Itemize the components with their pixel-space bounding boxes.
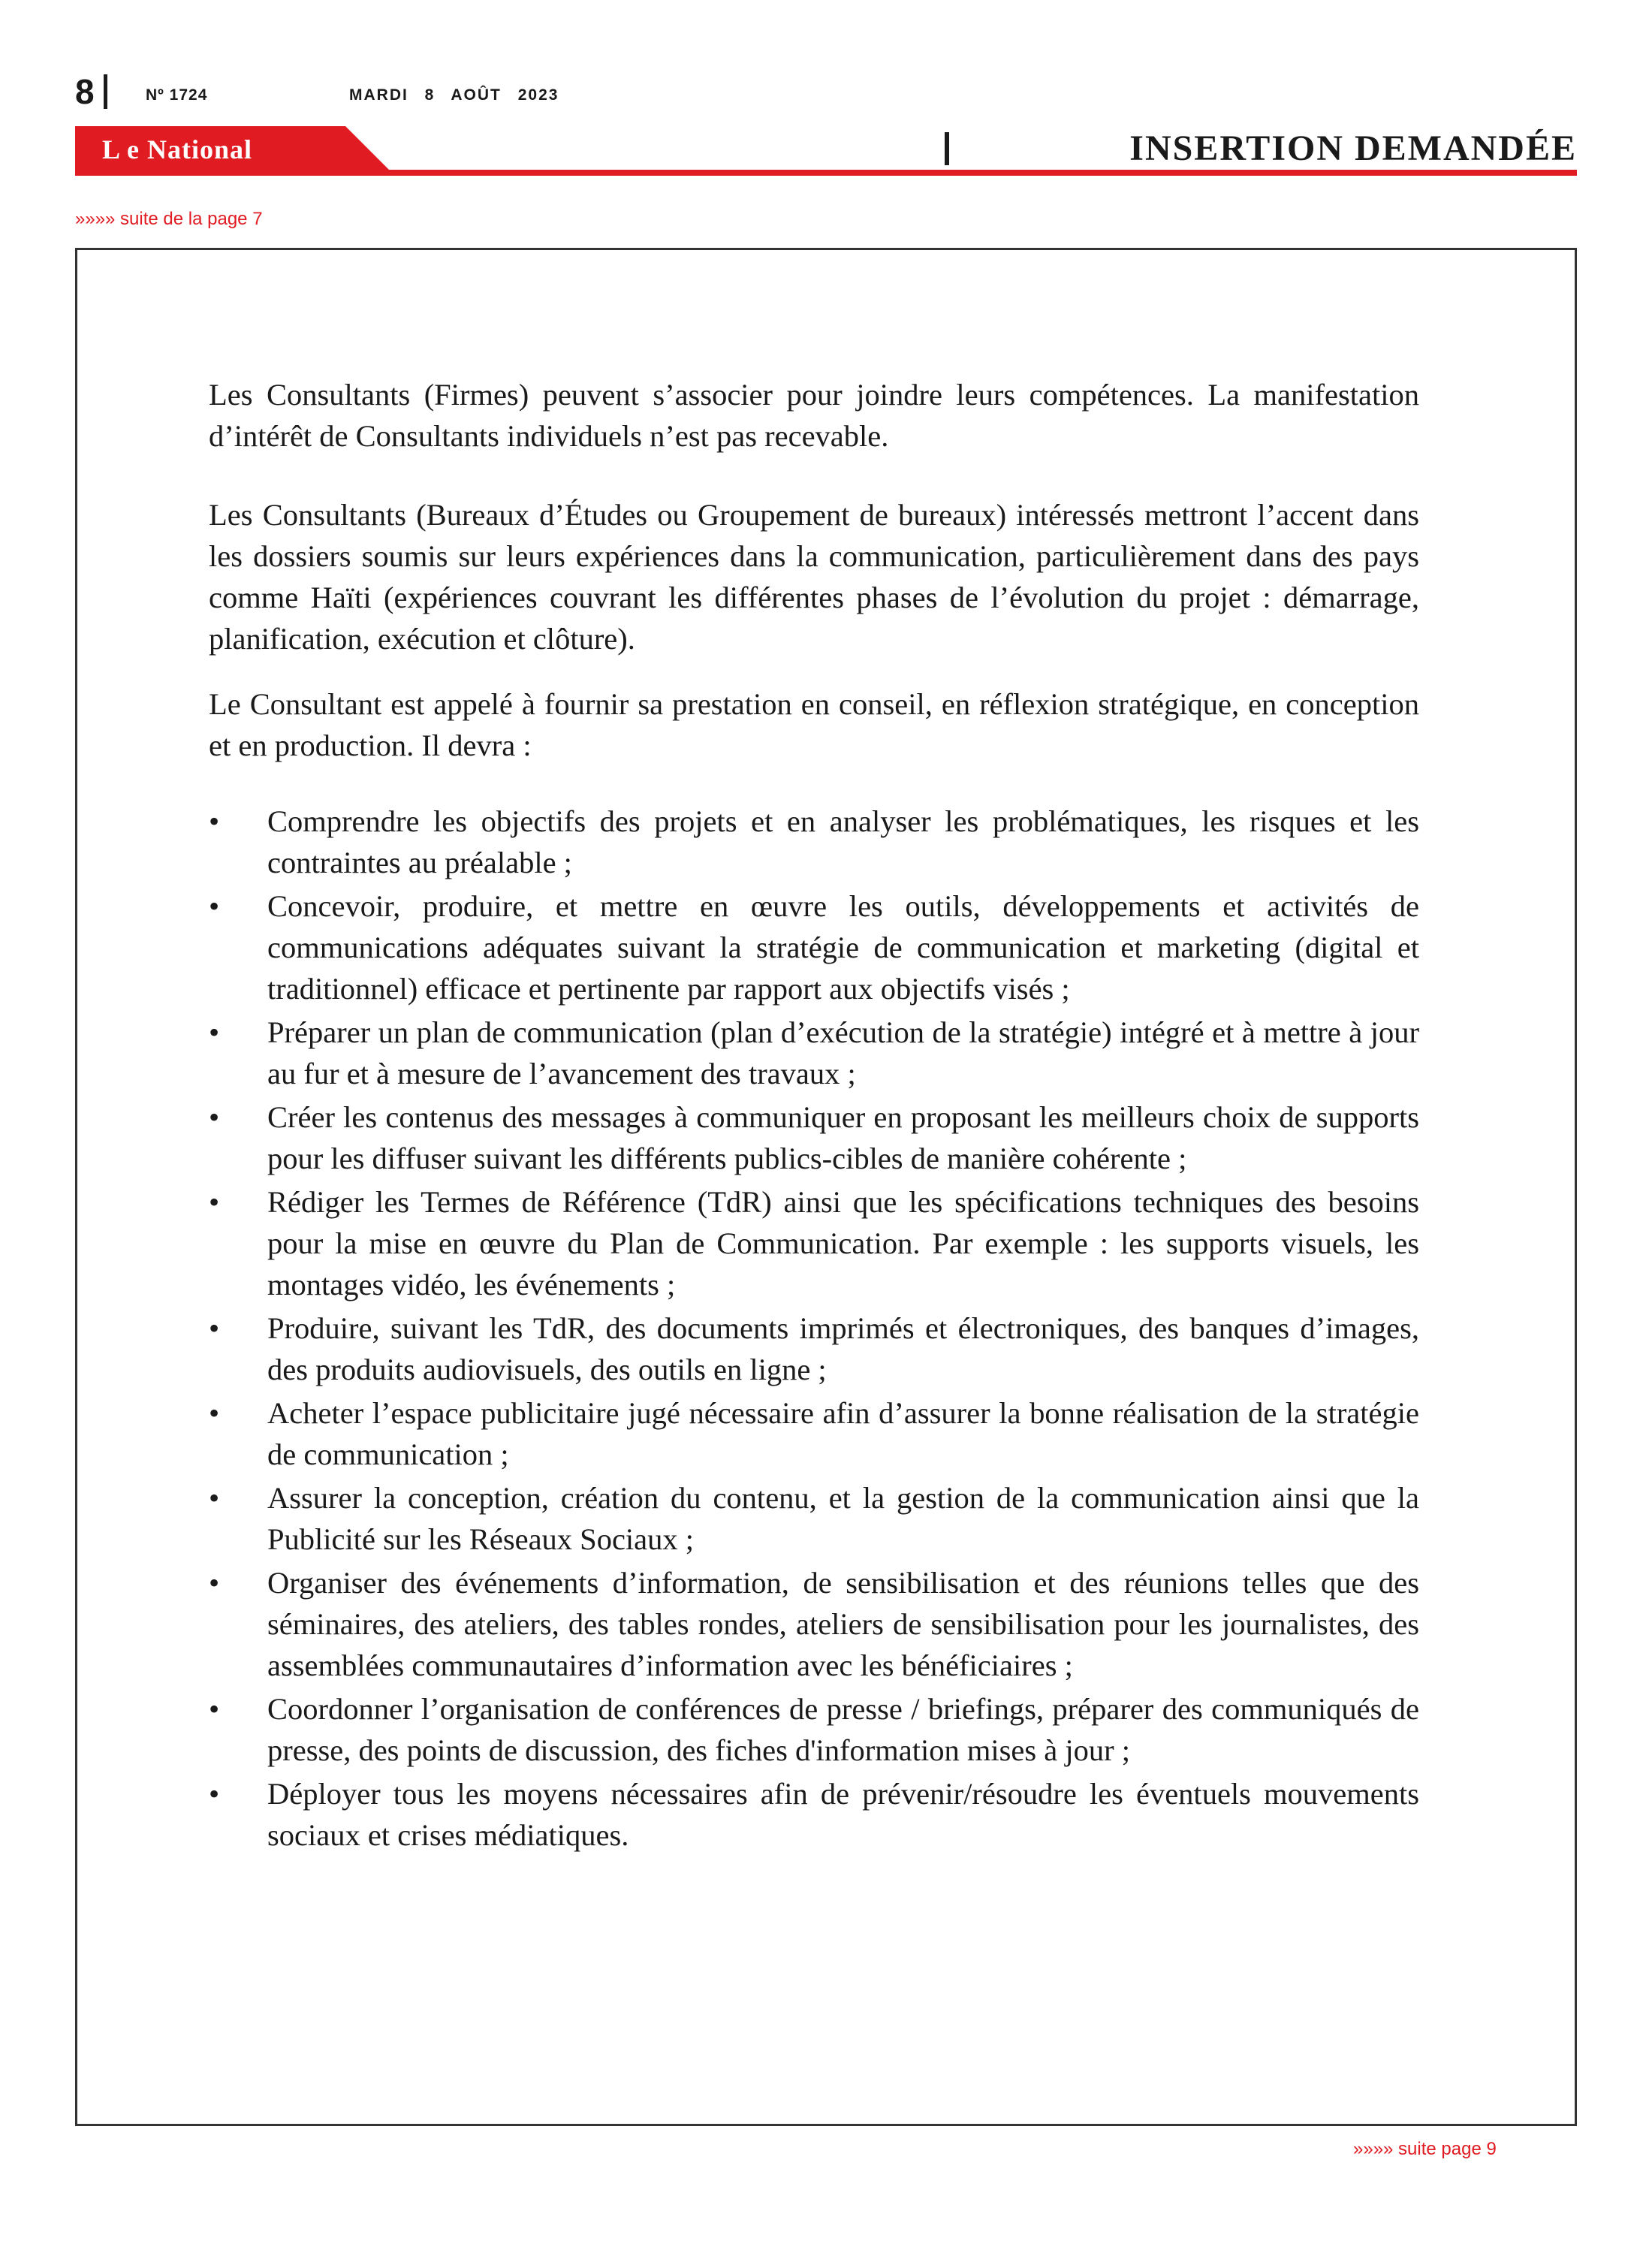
paragraph: Le Consultant est appelé à fournir sa prestation en conseil, en réflexion stratégique, en conception et en production. Il devra : <box>209 687 1419 762</box>
section-title: INSERTION DEMANDÉE <box>1129 128 1577 168</box>
paragraph: Les Consultants (Firmes) peuvent s’associer pour joindre leurs compétences. La manifestation d’intérêt de Consultants individuels n’est pas recevable. <box>209 378 1419 453</box>
page-number-divider <box>104 74 107 109</box>
bullet-icon: • <box>209 804 220 838</box>
list-item-text: Produire, suivant les TdR, des documents imprimés et électroniques, des banques d’images, des produits audiovisuels, des outils en ligne ; <box>267 1311 1419 1386</box>
masthead-rule <box>75 170 1577 176</box>
list-item-text: Déployer tous les moyens nécessaires afin de prévenir/résoudre les éventuels mouvements sociaux et crises médiatiques. <box>267 1777 1419 1852</box>
continued-to-label: »»»» suite page 9 <box>1353 2139 1497 2159</box>
masthead-band <box>75 126 1577 176</box>
bullet-icon: • <box>209 1692 220 1726</box>
list-item <box>209 1307 1419 1390</box>
bullet-icon: • <box>209 1100 220 1134</box>
article-body <box>209 374 1419 1858</box>
list-item-text: Organiser des événements d’information, de sensibilisation et des réunions telles que des séminaires, des ateliers, des tables rondes, ateliers de sensibilisation pour les journalistes, des assemblées communautaires d’information avec les bénéficiaires ; <box>267 1566 1419 1682</box>
bullet-icon: • <box>209 1396 220 1430</box>
continued-from-label: »»»» suite de la page 7 <box>75 209 263 229</box>
bullet-icon: • <box>209 1566 220 1600</box>
bullet-icon: • <box>209 1015 220 1049</box>
list-item <box>209 1688 1419 1771</box>
page-number: 8 <box>75 72 95 111</box>
list-item <box>209 885 1419 1009</box>
bullet-icon: • <box>209 1311 220 1345</box>
page-header <box>75 71 1577 116</box>
list-item-text: Comprendre les objectifs des projets et en analyser les problématiques, les risques et les contraintes au préalable ; <box>267 804 1419 879</box>
list-item <box>209 801 1419 883</box>
list-item <box>209 1012 1419 1094</box>
issue-date: MARDI 8 AOÛT 2023 <box>349 86 559 104</box>
list-item-text: Préparer un plan de communication (plan d’exécution de la stratégie) intégré et à mettre à jour au fur et à mesure de l’avancement des travaux ; <box>267 1015 1419 1090</box>
list-item-text: Coordonner l’organisation de conférences de presse / briefings, préparer des communiqués de presse, des points de discussion, des fiches d'information mises à jour ; <box>267 1692 1419 1767</box>
list-item-text: Rédiger les Termes de Référence (TdR) ainsi que les spécifications techniques des besoins pour la mise en œuvre du Plan de Communication. Par exemple : les supports visuels, les montages vidéo, les événements ; <box>267 1185 1419 1301</box>
list-item <box>209 1562 1419 1686</box>
paragraph: Les Consultants (Bureaux d’Études ou Groupement de bureaux) intéressés mettront l’accent dans les dossiers soumis sur leurs expériences dans la communication, particulièrement dans des pays comme Haïti (expériences couvrant les différentes phases de l’évolution du projet : démarrage, planification, exécution et clôture). <box>209 498 1419 656</box>
list-item <box>209 1773 1419 1856</box>
bullet-icon: • <box>209 889 220 923</box>
bullet-icon: • <box>209 1185 220 1219</box>
list-item <box>209 1392 1419 1475</box>
list-item <box>209 1181 1419 1305</box>
list-item-text: Acheter l’espace publicitaire jugé nécessaire afin d’assurer la bonne réalisation de la stratégie de communication ; <box>267 1396 1419 1471</box>
section-divider <box>945 132 949 165</box>
list-item-text: Créer les contenus des messages à communiquer en proposant les meilleurs choix de supports pour les diffuser suivant les différents publics-cibles de manière cohérente ; <box>267 1100 1419 1175</box>
brand-logo: L e National <box>102 134 253 164</box>
list-item <box>209 1096 1419 1179</box>
bullet-list <box>209 801 1419 1856</box>
bullet-icon: • <box>209 1777 220 1811</box>
list-item-text: Concevoir, produire, et mettre en œuvre les outils, développements et activités de communications adéquates suivant la stratégie de communication et marketing (digital et traditionnel) efficace et pertinente par rapport aux objectifs visés ; <box>267 889 1419 1006</box>
list-item-text: Assurer la conception, création du contenu, et la gestion de la communication ainsi que la Publicité sur les Réseaux Sociaux ; <box>267 1481 1419 1556</box>
issue-number: Nº 1724 <box>146 86 208 104</box>
list-item <box>209 1477 1419 1560</box>
bullet-icon: • <box>209 1481 220 1515</box>
